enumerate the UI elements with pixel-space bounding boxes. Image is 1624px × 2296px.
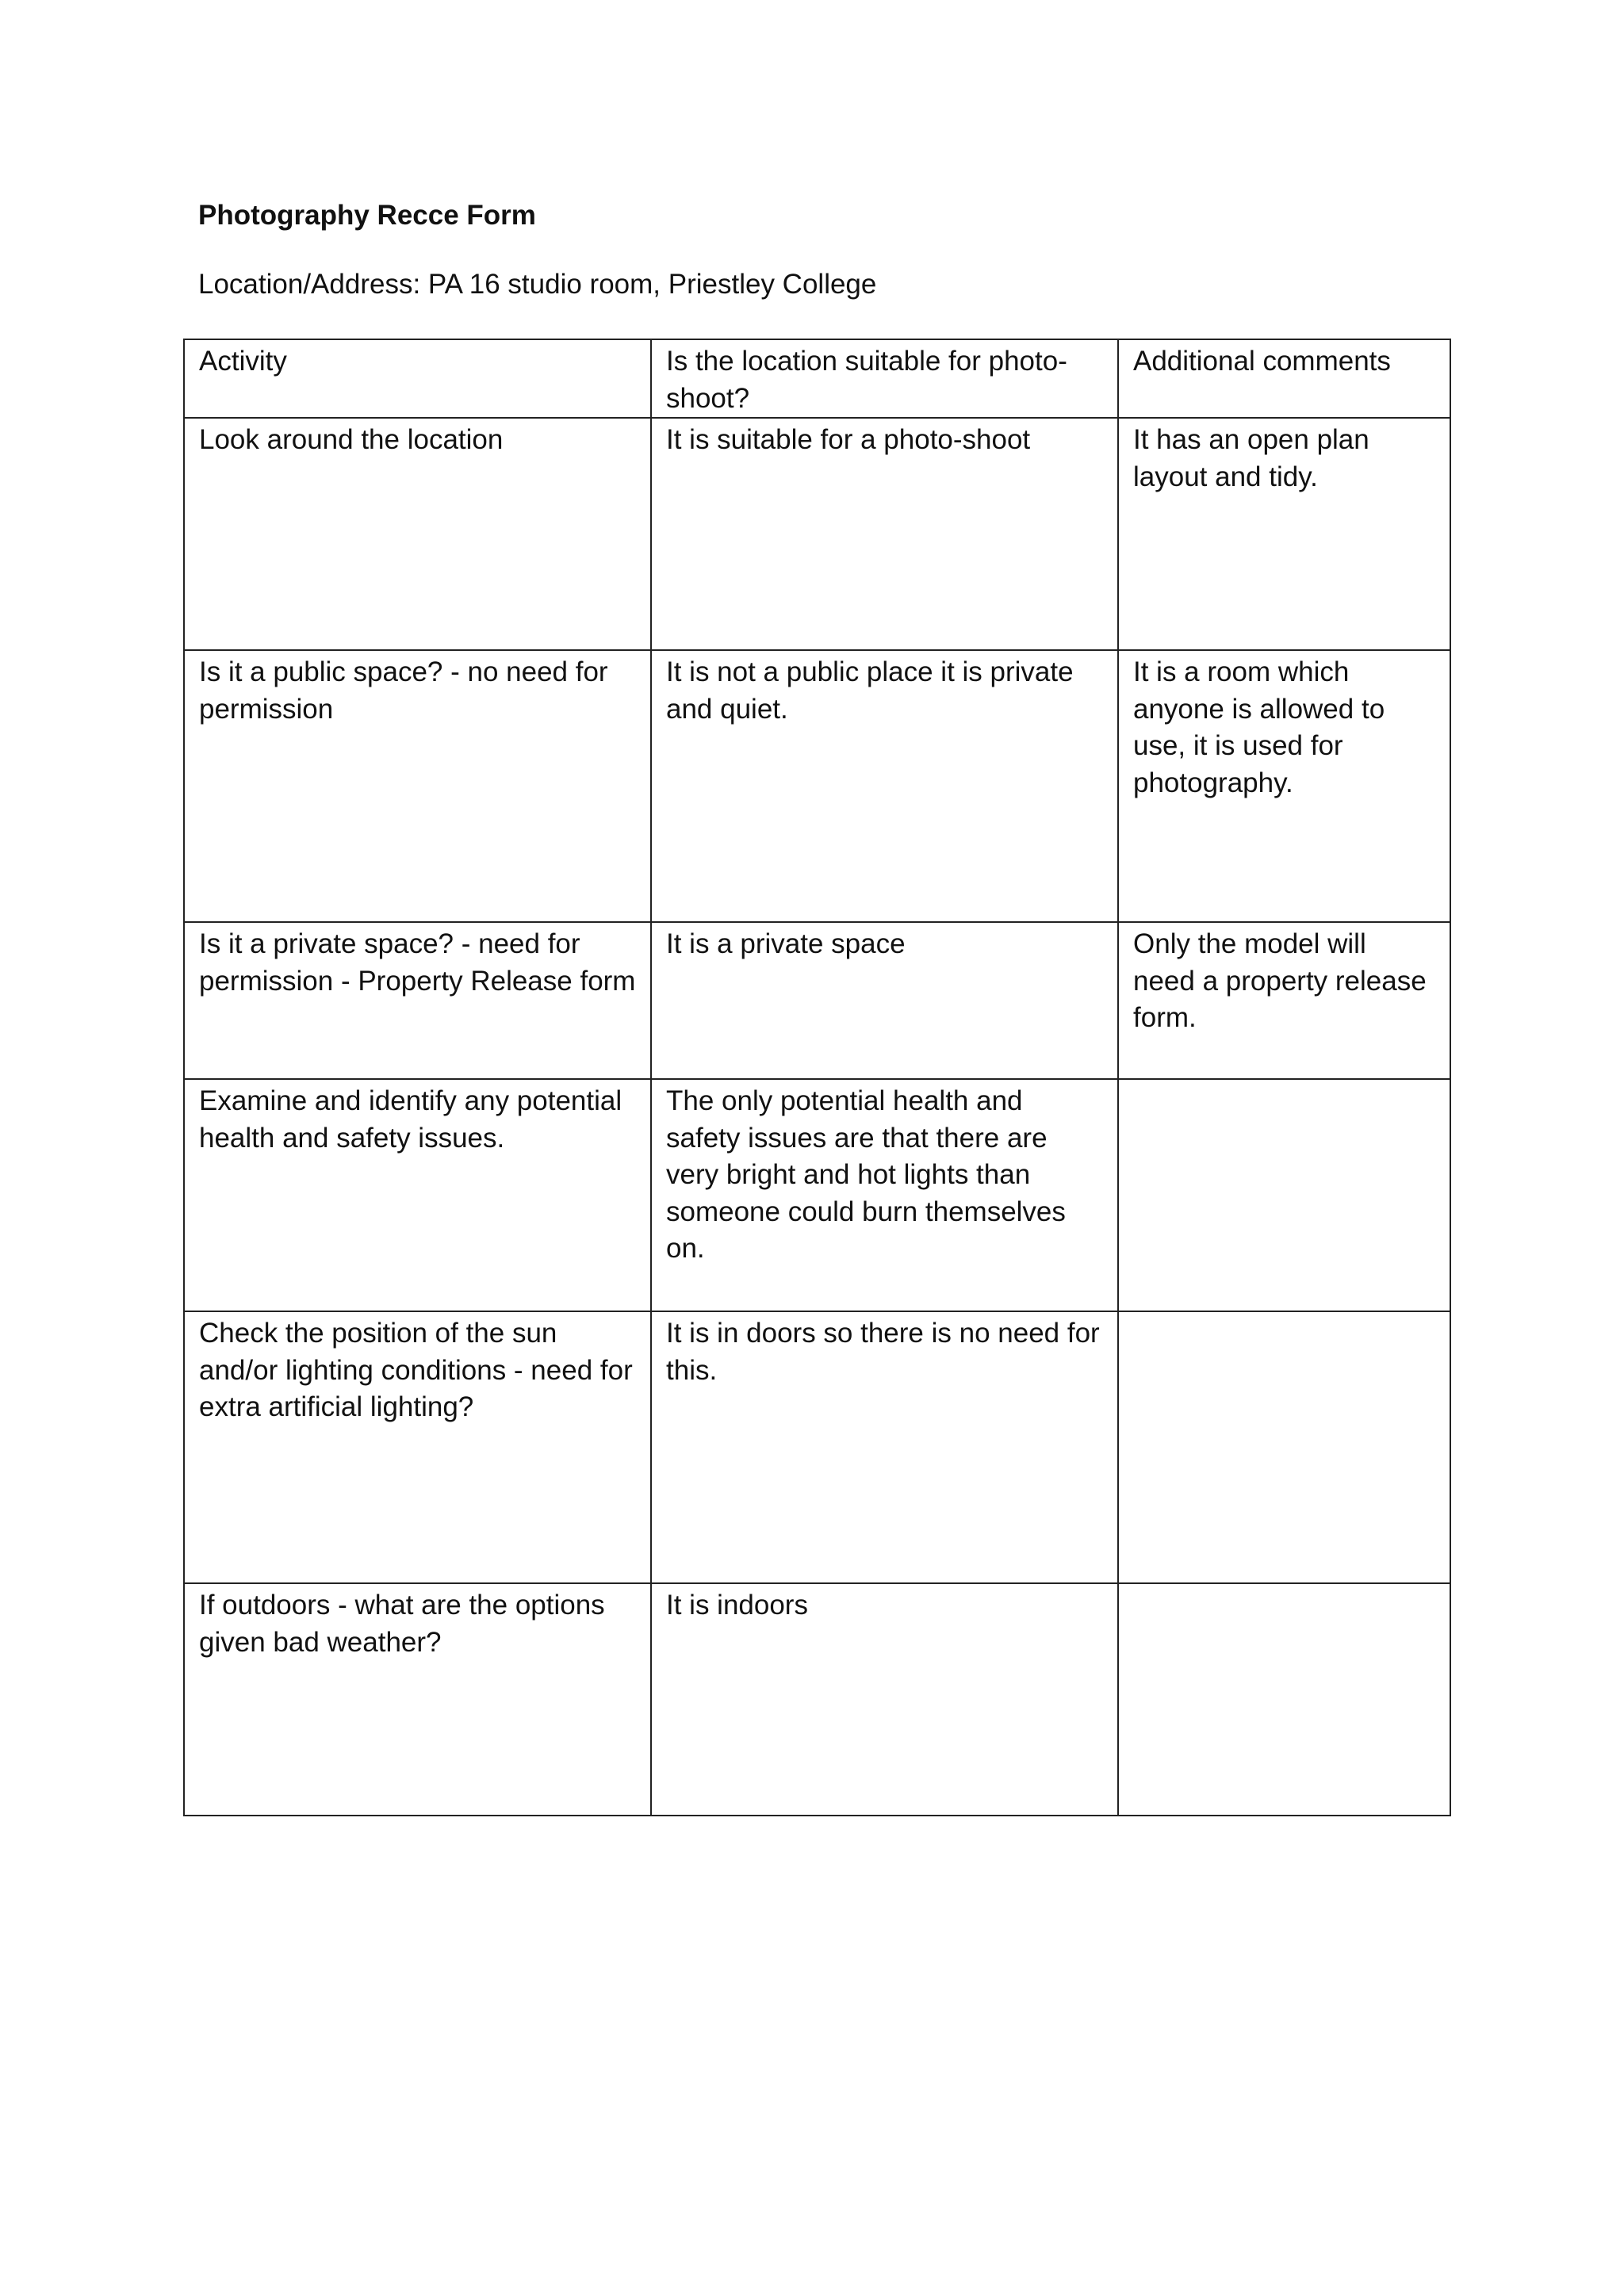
cell-comments [1118,1311,1450,1583]
cell-activity: If outdoors - what are the options given bad weather? [184,1583,651,1816]
cell-suitable: It is not a public place it is private and quiet. [651,650,1118,922]
cell-suitable: It is suitable for a photo-shoot [651,418,1118,650]
cell-suitable: The only potential health and safety issues are that there are very bright and hot lights than someone could burn themselves on. [651,1079,1118,1311]
table-row [184,650,1450,922]
cell-activity: Look around the location [184,418,651,650]
table-row [184,1583,1450,1816]
table-header-row [184,339,1450,418]
table-row [184,1079,1450,1311]
table-row [184,1311,1450,1583]
cell-activity: Is it a private space? - need for permission - Property Release form [184,922,651,1079]
cell-comments: It is a room which anyone is allowed to use, it is used for photography. [1118,650,1450,922]
cell-activity: Examine and identify any potential health and safety issues. [184,1079,651,1311]
cell-activity: Is it a public space? - no need for permission [184,650,651,922]
cell-suitable: It is a private space [651,922,1118,1079]
cell-activity: Check the position of the sun and/or lighting conditions - need for extra artificial lighting? [184,1311,651,1583]
form-title: Photography Recce Form [198,200,536,231]
table-row [184,922,1450,1079]
cell-suitable: It is in doors so there is no need for this. [651,1311,1118,1583]
cell-suitable: It is indoors [651,1583,1118,1816]
recce-table [183,339,1451,1816]
cell-comments [1118,1079,1450,1311]
cell-comments: It has an open plan layout and tidy. [1118,418,1450,650]
cell-comments [1118,1583,1450,1816]
location-address: Location/Address: PA 16 studio room, Priestley College [198,269,877,300]
header-suitable: Is the location suitable for photo-shoot? [651,339,1118,418]
header-activity: Activity [184,339,651,418]
cell-comments: Only the model will need a property release form. [1118,922,1450,1079]
header-comments: Additional comments [1118,339,1450,418]
table-row [184,418,1450,650]
